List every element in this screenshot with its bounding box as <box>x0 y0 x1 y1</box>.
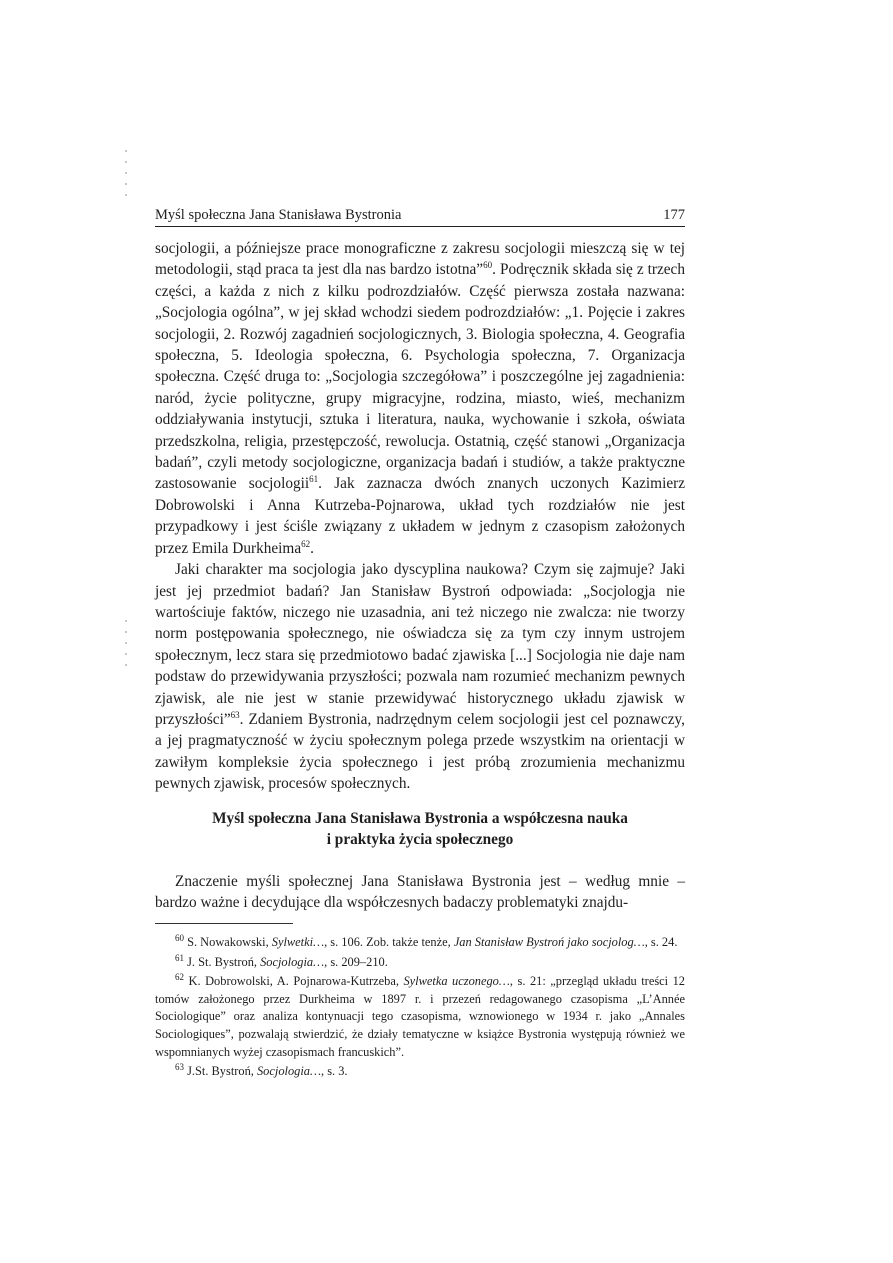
section-heading-line-2: i praktyka życia społecznego <box>326 831 514 848</box>
scan-dot <box>125 161 127 163</box>
scan-dot <box>125 194 127 196</box>
footnote-60: $^{60}$ S. Nowakowski, Sylwetki…, s. 106. Zob. także tenże, Jan Stanisław Bystroń jako socjolog…, s. 24. <box>175 932 678 949</box>
section-heading <box>155 808 685 850</box>
footnote-61: $^{61}$ J. St. Bystroń, Socjologia…, s. 209–210. <box>175 952 388 969</box>
page-number: 177 <box>663 207 685 223</box>
paragraph-2: Jaki charakter ma socjologia jako dyscyplina naukowa? Czym się zajmuje? Jaki jest jej przedmiot badań? Jan Stanisław Bystroń odpowiada: „Socjologja nie wartościuje faktów, niczego nie uzasadnia, ani też niczego nie zwalcza: nie tworzy norm postępowania społecznego, nie oświadcza się za tym czy innym ustrojem społecznym, lecz stara się przedmiotowo badać zjawiska [...] Socjologia nie daje nam podstaw do przewidywania przyszłości; pozwala nam rozumieć mechanizm pewnych zjawisk, ale nie jest w stanie przewidywać historycznego układu zjawisk w przyszłości”$^{63}$. Zdaniem Bystronia, nadrzędnym celem socjologii jest cel poznawczy, a jej pragmatyczność w życiu społecznym polega przede wszystkim na orientacji w zawiłym kompleksie życia społecznego i jest próbą zrozumienia mechanizmu pewnych zjawisk, procesów społecznych. <box>155 561 685 793</box>
paragraph-3: Znaczenie myśli społecznej Jana Stanisława Bystronia jest – według mnie – bardzo ważne i decydujące dla współczesnych badaczy problematyki znajdu- <box>155 873 685 912</box>
paragraph-1: socjologii, a późniejsze prace monograficzne z zakresu socjologii mieszczą się w tej metodologii, stąd praca ta jest dla nas bardzo istotna”$^{60}$. Podręcznik składa się z trzech części, a każda z nich z kilku podrozdziałów. Część pierwsza została nazwana: „Socjologia ogólna”, w jej skład wchodzi siedem podrozdziałów: „1. Pojęcie i zakres socjologii, 2. Rozwój zagadnień socjologicznych, 3. Biologia społeczna, 4. Geografia społeczna, 5. Ideologia społeczna, 6. Psychologia społeczna, 7. Organizacja społeczna. Część druga to: „Socjologia szczegółowa” i poszczególne jej zagadnienia: naród, życie polityczne, grupy migracyjne, rodzina, miasto, wieś, mechanizm oddziaływania instytucji, sztuka i literatura, nauka, wychowanie i szkoła, oświata przedszkolna, religia, przestępczość, rewolucja. Ostatnią, część stanowi „Organizacja badań”, czyli metody socjologiczne, organizacja badań i studiów, a także praktyczne zastosowanie socjologii$^{61}$. Jak zaznacza dwóch znanych uczonych Kazimierz Dobrowolski i Anna Kutrzeba-Pojnarowa, układ tych rozdziałów nie jest przypadkowy i jest ściśle związany z układem w jednym z czasopism założonych przez Emila Durkheima$^{62}$. <box>155 240 686 557</box>
scan-dot <box>125 183 127 185</box>
running-header <box>155 206 685 227</box>
scan-edge-marks <box>125 150 128 205</box>
scan-edge-marks <box>125 620 128 675</box>
scan-dot <box>125 653 127 655</box>
scan-dot <box>125 664 127 666</box>
scan-dot <box>125 631 127 633</box>
footnotes <box>155 934 685 1083</box>
footnote-63: $^{63}$ J.St. Bystroń, Socjologia…, s. 3. <box>175 1062 348 1079</box>
scan-dot <box>125 150 127 152</box>
scan-dot <box>125 642 127 644</box>
main-text <box>155 238 685 795</box>
running-title: Myśl społeczna Jana Stanisława Bystronia <box>155 207 402 223</box>
footnote-separator <box>155 923 293 924</box>
scan-dot <box>125 620 127 622</box>
scan-dot <box>125 172 127 174</box>
section-heading-line-1: Myśl społeczna Jana Stanisława Bystronia a współczesna nauka <box>212 810 628 827</box>
footnote-62: $^{62}$ K. Dobrowolski, A. Pojnarowa-Kutrzeba, Sylwetka uczonego…, s. 21: „przegląd układu treści 12 tomów założonego przez Durkheima w 1897 r. i przezeń redagowanego czasopisma „L’Année Sociologique” oraz analiza kontynuacji tego czasopisma, wznowionego w 1934 r. jako „Annales Sociologiques”, pozwalają stwierdzić, że działy tematyczne w książce Bystronia występują również we wspomnianych wyżej czasopismach francuskich”. <box>155 972 685 1059</box>
